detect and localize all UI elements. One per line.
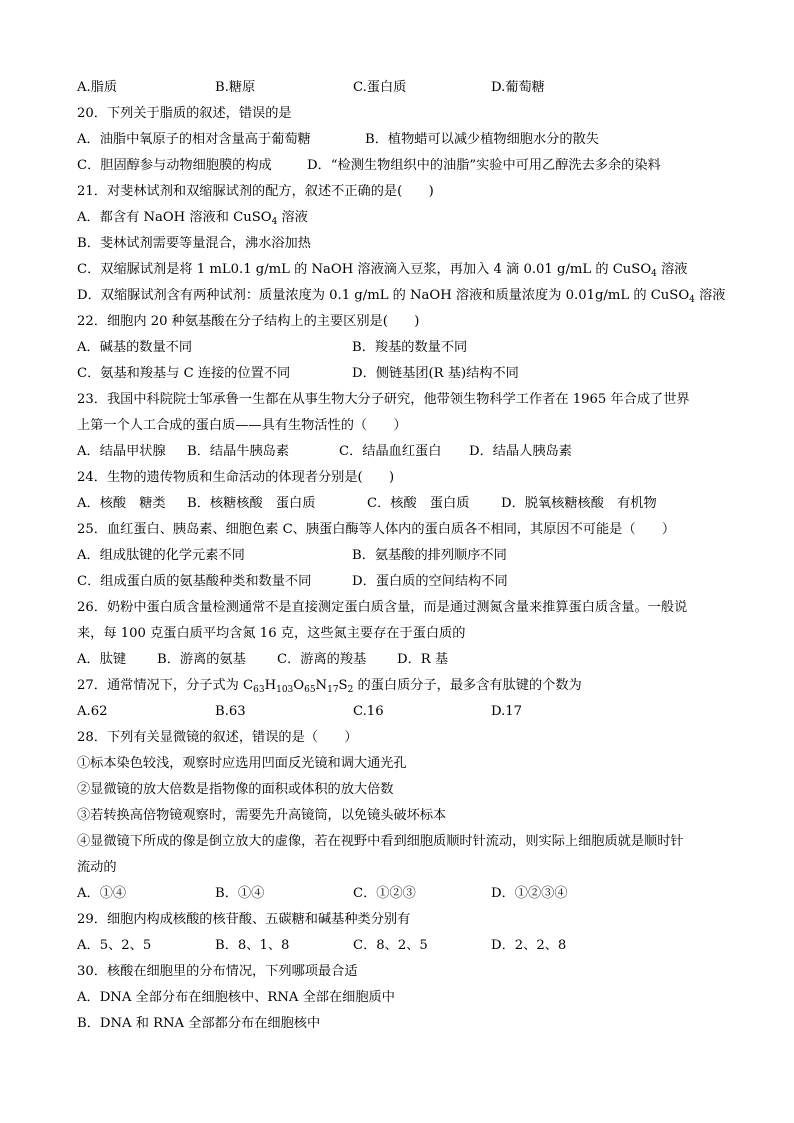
answer-option: A.脂质 (77, 80, 118, 95)
answer-option: D．结晶人胰岛素 (469, 444, 572, 459)
answer-option: A．组成肽键的化学元素不同 (77, 548, 245, 563)
answer-option: D．①②③④ (491, 886, 568, 901)
text-line: 上第一个人工合成的蛋白质——具有生物活性的（ ） (77, 418, 407, 433)
answer-option: B．核糖核酸 蛋白质 (187, 496, 316, 511)
text-line: 22．细胞内 20 种氨基酸在分子结构上的主要区别是( ) (77, 314, 420, 329)
answer-option: B．植物蜡可以减少植物细胞水分的散失 (365, 132, 599, 147)
answer-option: C．8、2、5 (353, 938, 428, 953)
answer-option: D．侧链基团(R 基)结构不同 (352, 366, 519, 381)
answer-option: B．8、1、8 (215, 938, 290, 953)
answer-option: D．蛋白质的空间结构不同 (352, 574, 508, 589)
answer-option: B．结晶牛胰岛素 (187, 444, 290, 459)
answer-option: A．碱基的数量不同 (77, 340, 193, 355)
answer-option: C．组成蛋白质的氨基酸种类和数量不同 (77, 574, 312, 589)
formula-line: A．都含有 NaOH 溶液和 CuSO$_4$ 溶液 (77, 210, 308, 227)
answer-option: D．“检测生物组织中的油脂”实验中可用乙醇洗去多余的染料 (307, 158, 661, 173)
answer-option: A．油脂中氧原子的相对含量高于葡萄糖 (77, 132, 311, 147)
text-line: 30．核酸在细胞里的分布情况，下列哪项最合适 (77, 964, 358, 979)
text-line: 23．我国中科院院士邹承鲁一生都在从事生物大分子研究，他带领生物科学工作者在 1965 年合成了世界 (77, 392, 690, 407)
text-line: 来，每 100 克蛋白质平均含氮 16 克，这些氮主要存在于蛋白质的 (77, 626, 466, 641)
text-line: 28．下列有关显微镜的叙述，错误的是（ ） (77, 730, 358, 745)
answer-option: A．5、2、5 (77, 938, 152, 953)
answer-option: B.63 (215, 704, 246, 719)
answer-option: A．①④ (77, 886, 127, 901)
text-line: 25．血红蛋白、胰岛素、细胞色素 C、胰蛋白酶等人体内的蛋白质各不相同，其原因不可能是（ ） (77, 522, 676, 537)
answer-option: C.16 (353, 704, 384, 719)
text-line: 29．细胞内构成核酸的核苷酸、五碳糖和碱基种类分别有 (77, 912, 411, 927)
answer-option: B．羧基的数量不同 (352, 340, 468, 355)
answer-option: A．肽键 (77, 652, 127, 667)
text-line: A．DNA 全部分布在细胞核中、RNA 全部在细胞质中 (77, 990, 395, 1005)
answer-option: C．氨基和羧基与 C 连接的位置不同 (77, 366, 291, 381)
formula-line: 27．通常情况下，分子式为 $C_{63}H_{103}O_{65}N_{17}S_2$ 的蛋白质分子，最多含有肽键的个数为 (77, 678, 582, 695)
text-line: 流动的 (77, 860, 117, 875)
text-line: B．斐林试剂需要等量混合，沸水浴加热 (77, 236, 311, 251)
text-line: ③若转换高倍物镜观察时，需要先升高镜筒，以免镜头破坏标本 (77, 808, 447, 823)
answer-option: C.蛋白质 (353, 80, 407, 95)
answer-option: C．核酸 蛋白质 (367, 496, 470, 511)
answer-option: B.糖原 (215, 80, 256, 95)
text-line: ④显微镜下所成的像是倒立放大的虚像，若在视野中看到细胞质顺时针流动，则实际上细胞质就是顺时针 (77, 834, 684, 849)
answer-option: D.17 (491, 704, 523, 719)
text-line: ①标本染色较浅，观察时应选用凹面反光镜和调大通光孔 (77, 756, 407, 771)
answer-option: C．胆固醇参与动物细胞膜的构成 (77, 158, 272, 173)
answer-option: C．游离的羧基 (277, 652, 367, 667)
answer-option: C．结晶血红蛋白 (339, 444, 442, 459)
text-line: ②显微镜的放大倍数是指物像的面积或体积的放大倍数 (77, 782, 394, 797)
answer-option: B．①④ (215, 886, 265, 901)
text-line: 26．奶粉中蛋白质含量检测通常不是直接测定蛋白质含量，而是通过测氮含量来推算蛋白质含量。一般说 (77, 600, 688, 615)
formula-line: C．双缩脲试剂是将 1 mL0.1 g/mL 的 NaOH 溶液滴入豆浆，再加入 4 滴 0.01 g/mL 的 CuSO$_4$ 溶液 (77, 262, 688, 279)
answer-option: A．核酸 糖类 (77, 496, 166, 511)
answer-option: D.葡萄糖 (491, 80, 545, 95)
answer-option: B．游离的氨基 (157, 652, 246, 667)
text-line: 21．对斐林试剂和双缩脲试剂的配方，叙述不正确的是( ) (77, 184, 434, 199)
text-line: B．DNA 和 RNA 全部都分布在细胞核中 (77, 1016, 321, 1031)
text-line: 24．生物的遗传物质和生命活动的体现者分别是( ) (77, 470, 395, 485)
text-line: 20．下列关于脂质的叙述，错误的是 (77, 106, 292, 121)
answer-option: D．R 基 (397, 652, 449, 667)
formula-line: D．双缩脲试剂含有两种试剂：质量浓度为 0.1 g/mL 的 NaOH 溶液和质量浓度为 0.01g/mL 的 CuSO$_4$ 溶液 (77, 288, 726, 305)
answer-option: A.62 (77, 704, 108, 719)
answer-option: D．2、2、8 (491, 938, 567, 953)
answer-option: D．脱氧核糖核酸 有机物 (501, 496, 657, 511)
answer-option: C．①②③ (353, 886, 416, 901)
answer-option: A．结晶甲状腺 (77, 444, 166, 459)
answer-option: B．氨基酸的排列顺序不同 (352, 548, 507, 563)
